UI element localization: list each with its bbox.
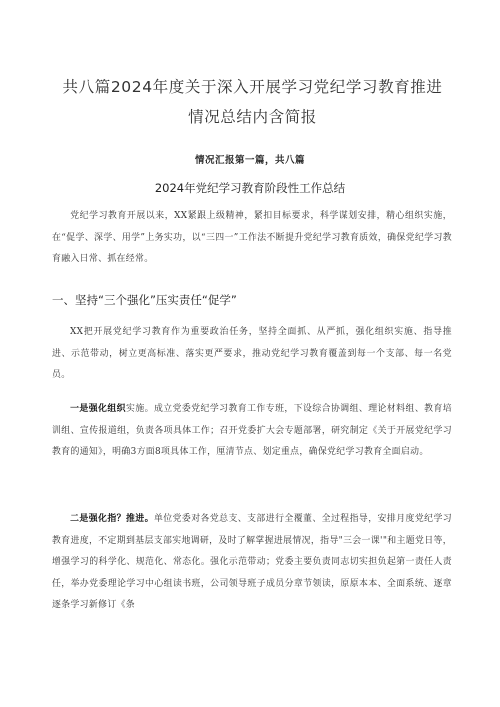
paragraph-4 — [52, 509, 452, 617]
paragraph-3-lead: 一是强化组织 — [70, 404, 126, 414]
document-title: 共八篇2024年度关于深入开展学习党纪学习教育推进情况总结内含简报 — [62, 78, 443, 127]
paragraph-3 — [52, 399, 452, 464]
paragraph-4-text: 单位党委对各党总支、支部进行全覆董、全过程指导，安排月度党纪学习教育进度，不定期到基层支部实地调研，及时了解掌握进展情况，指导"三会一课'"和主题党日等，增强学习的科学化、规范化、常态化。强化示范带动；党委主要负责同志切实担负起第一责任人责任，举办党委理论学习中心组读书班，公司领导班子成员分章节领读，原原本本、全面系统、逐章逐条学习新修订《条 — [52, 514, 452, 610]
intro-paragraph — [52, 206, 452, 271]
paragraph-4-lead: 二是强化指？推进。 — [70, 514, 154, 524]
paragraph-2 — [52, 322, 452, 387]
report-subtitle: 情况汇报第一篇，共八篇 — [194, 155, 305, 166]
heading-1: 一、坚持“三个强化”压实责任“促学” — [52, 293, 237, 307]
section-heading: 2024年党纪学习教育阶段性工作总结 — [154, 181, 346, 195]
intro-text: 党纪学习教育开展以来，XX紧跟上级精神，紧扣目标要求，科学谋划安排，精心组织实施，在“促学、深学、用学”上务实功，以“三四一”工作法不断提升党纪学习教育质效，确保党纪学习教育融入日常、抓在经常。 — [52, 211, 452, 264]
paragraph-2-text: XX把开展党纪学习教育作为重要政治任务，坚持全面抓、从严抓，强化组织实施、指导推进、示范带动，树立更高标准、落实更严要求，推动党纪学习教育覆盖到每一个支部、每一名党员。 — [52, 327, 452, 380]
paragraph-3-text: 实施。成立党委党纪学习教育工作专班，下设综合协调组、理论材料组、教育培训组、宣传报道组，负责各项具体工作；召开党委扩大会专题部署，研究制定《关于开展党纪学习教育的通知》，明确3方面8项具体工作，厘清节点、划定重点，确保党纪学习教育全面启动。 — [52, 404, 452, 457]
